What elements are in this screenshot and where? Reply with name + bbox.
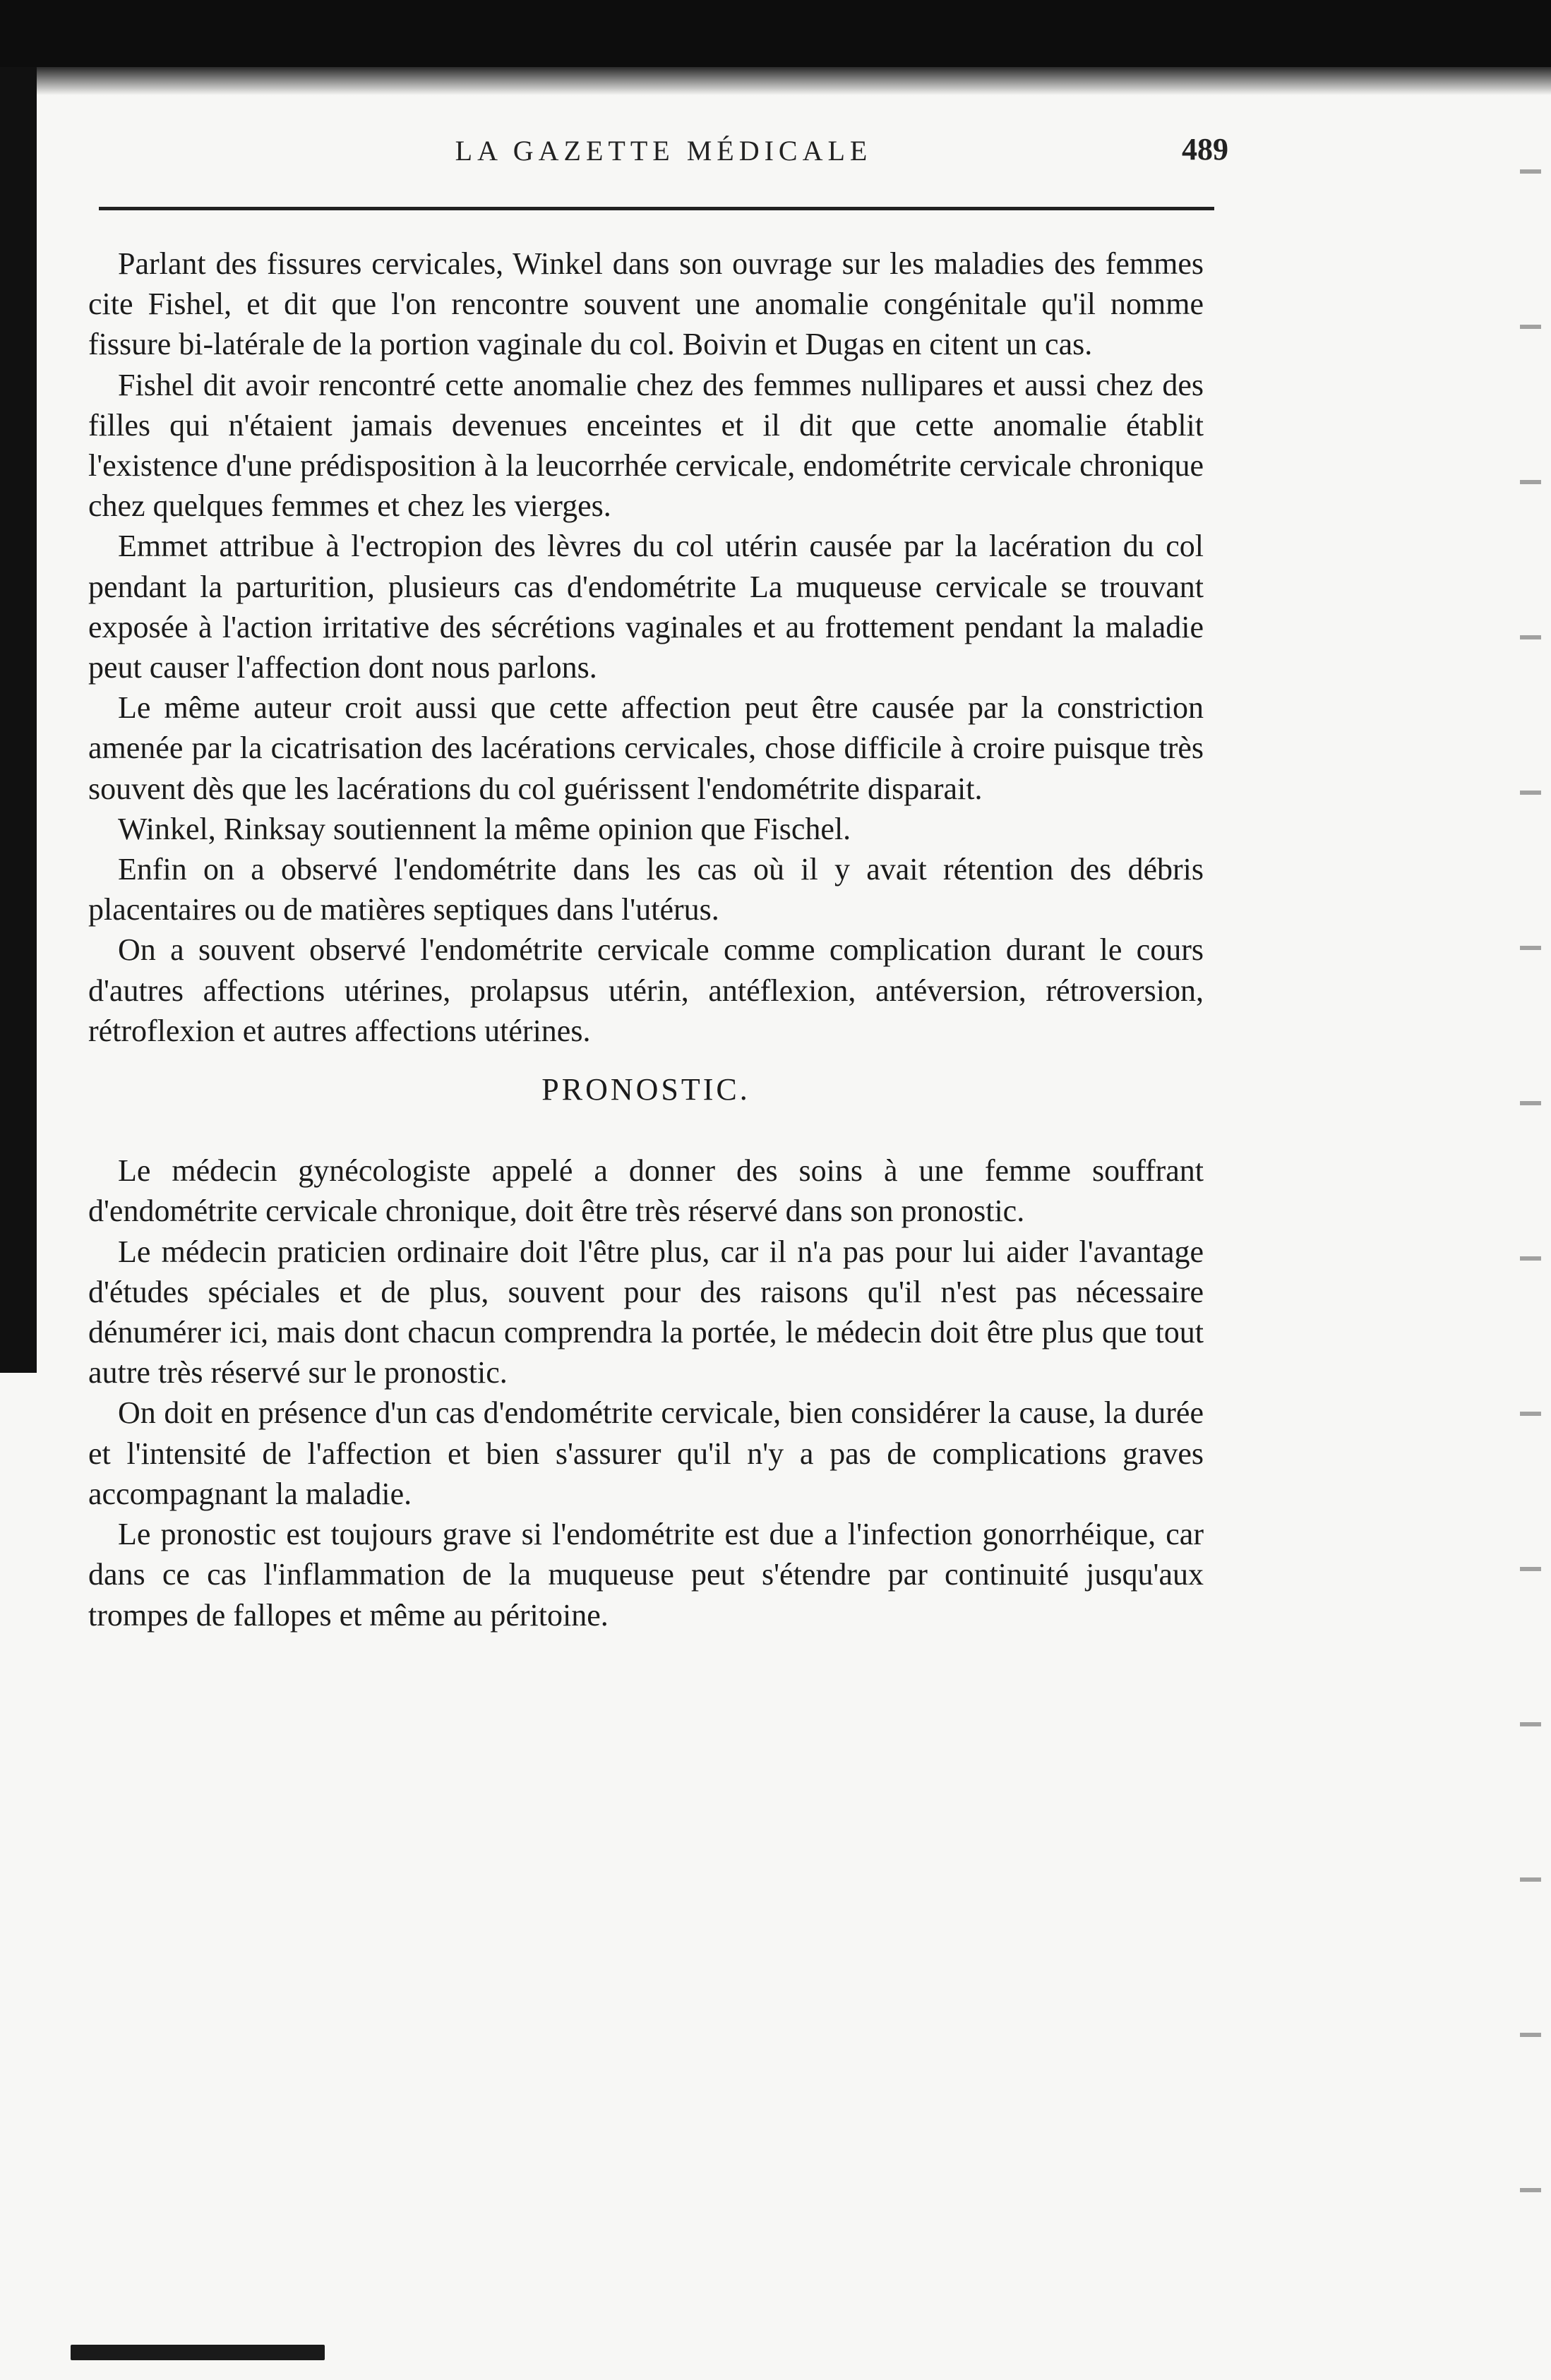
paragraph: Le médecin gynécologiste appelé a donner des soins à une femme souffrant d'endométrite cervicale chronique, doit être très réservé dans son pronostic. [88, 1153, 1204, 1229]
article-body [88, 244, 1204, 1635]
paragraph: Enfin on a observé l'endométrite dans les cas où il y avait rétention des débris placentaires ou de matières septiques dans l'utérus. [88, 852, 1204, 927]
page-header [120, 132, 1228, 184]
paragraph: Le médecin praticien ordinaire doit l'être plus, car il n'a pas pour lui aider l'avantage d'études spéciales et de plus, souvent pour des raisons qu'il n'est pas nécessaire dénumérer ici, mais dont chacun comprendra la portée, le médecin doit être plus que tout autre très réservé sur le pronostic. [88, 1234, 1204, 1390]
paragraph: Parlant des fissures cervicales, Winkel dans son ouvrage sur les maladies des femmes cite Fishel, et dit que l'on rencontre souvent une anomalie congénitale qu'il nomme fissure bi-latérale de la portion vaginale du col. Boivin et Dugas en citent un cas. [88, 246, 1204, 362]
paragraph: Winkel, Rinksay soutiennent la même opinion que Fischel. [118, 811, 851, 846]
page-number: 489 [1182, 132, 1228, 167]
section-heading: PRONOSTIC. [541, 1072, 750, 1107]
paragraph: On doit en présence d'un cas d'endométrite cervicale, bien considérer la cause, la durée et l'intensité de l'affection et bien s'assurer qu'il n'y a pas de complications graves accompagnant la maladie. [88, 1395, 1204, 1511]
paragraph: On a souvent observé l'endométrite cervicale comme complication durant le cours d'autres affections utérines, prolapsus utérin, antéflexion, antéversion, rétroversion, rétroflexion et autres affections utérines. [88, 932, 1204, 1048]
paragraph: Le pronostic est toujours grave si l'endométrite est due a l'infection gonorrhéique, car dans ce cas l'inflammation de la muqueuse peut s'étendre par continuité jusqu'aux trompes de fallopes et même au péritoine. [88, 1517, 1204, 1633]
scan-border-left [0, 67, 37, 1373]
paragraph: Emmet attribue à l'ectropion des lèvres du col utérin causée par la lacération du col pendant la parturition, plusieurs cas d'endométrite La muqueuse cervicale se trouvant exposée à l'action irritative des sécrétions vaginales et au frottement pendant la maladie peut causer l'affection dont nous parlons. [88, 529, 1204, 685]
running-title: LA GAZETTE MÉDICALE [455, 135, 873, 167]
scan-mark-bottom [71, 2345, 325, 2360]
scan-border-top [0, 0, 1551, 67]
paragraph: Fishel dit avoir rencontré cette anomalie chez des femmes nullipares et aussi chez des filles qui n'étaient jamais devenues enceintes et il dit que cette anomalie établit l'existence d'une prédisposition à la leucorrhée cervicale, endométrite cervicale chronique chez quelques femmes et chez les vierges. [88, 367, 1204, 524]
scan-edge-specks [1520, 106, 1541, 2329]
paragraph: Le même auteur croit aussi que cette affection peut être causée par la constriction amenée par la cicatrisation des lacérations cervicales, chose difficile à croire puisque très souvent dès que les lacérations du col guérissent l'endométrite disparait. [88, 690, 1204, 806]
header-rule [99, 207, 1214, 210]
scan-border-shadow [0, 67, 1551, 95]
